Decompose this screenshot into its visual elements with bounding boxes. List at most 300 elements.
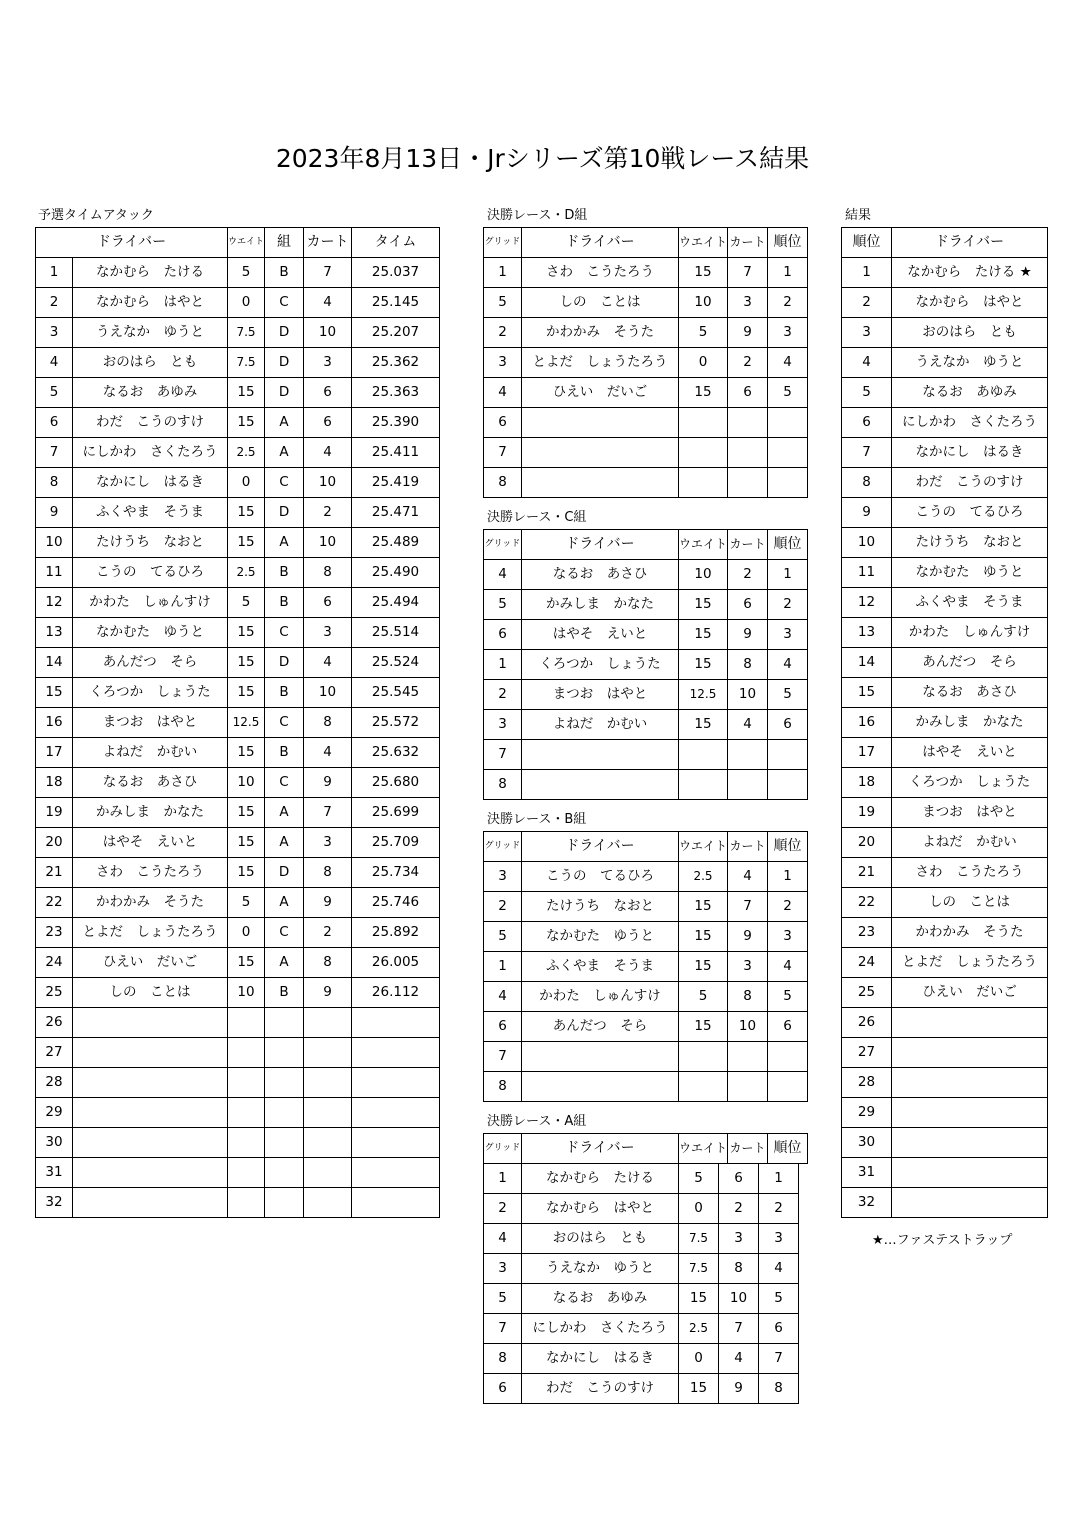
position-cell: 4: [36, 348, 73, 378]
driver-cell: [522, 770, 679, 800]
driver-cell: はやそ えいと: [892, 738, 1048, 768]
table-row: [36, 588, 440, 618]
rank-cell: 8: [842, 468, 892, 498]
table-row: [36, 528, 440, 558]
grid-cell: 8: [484, 1072, 522, 1102]
position-cell: 28: [36, 1068, 73, 1098]
grid-cell: 3: [484, 862, 522, 892]
kart-cell: [304, 1188, 352, 1218]
rank-cell: 29: [842, 1098, 892, 1128]
position-cell: 6: [36, 408, 73, 438]
driver-cell: あんだつ そら: [73, 648, 228, 678]
time-cell: [352, 1038, 440, 1068]
kart-cell: 9: [304, 978, 352, 1008]
weight-cell: 15: [228, 618, 265, 648]
group-cell: B: [265, 678, 304, 708]
time-cell: 25.572: [352, 708, 440, 738]
rank-cell: 6: [768, 710, 808, 740]
table-row: [36, 498, 440, 528]
weight-cell: 0: [679, 1194, 719, 1224]
final-d-table: [483, 227, 808, 498]
group-cell: A: [265, 948, 304, 978]
table-row: [484, 560, 808, 590]
table-row: [484, 408, 808, 438]
rank-cell: 5: [842, 378, 892, 408]
rank-cell: 1: [759, 1164, 799, 1194]
final-c-label: 決勝レース・C組: [487, 510, 587, 525]
group-cell: B: [265, 738, 304, 768]
table-row: [36, 768, 440, 798]
driver-cell: しの ことは: [522, 288, 679, 318]
driver-cell: なるお あさひ: [73, 768, 228, 798]
group-cell: C: [265, 468, 304, 498]
driver-cell: かわた しゅんすけ: [73, 588, 228, 618]
group-cell: [265, 1068, 304, 1098]
driver-cell: なかむら はやと: [892, 288, 1048, 318]
header-rank: 順位: [768, 832, 808, 862]
time-cell: 25.746: [352, 888, 440, 918]
driver-cell: かみしま かなた: [892, 708, 1048, 738]
group-cell: [265, 1128, 304, 1158]
driver-cell: [892, 1188, 1048, 1218]
driver-cell: [892, 1158, 1048, 1188]
rank-cell: 4: [768, 348, 808, 378]
time-cell: [352, 1188, 440, 1218]
table-row: [484, 982, 808, 1012]
driver-cell: なるお あさひ: [892, 678, 1048, 708]
rank-cell: [768, 1072, 808, 1102]
rank-cell: 11: [842, 558, 892, 588]
driver-cell: かわかみ そうた: [892, 918, 1048, 948]
rank-cell: 17: [842, 738, 892, 768]
grid-cell: 6: [484, 620, 522, 650]
weight-cell: 15: [679, 922, 728, 952]
kart-cell: 6: [719, 1164, 759, 1194]
final-b-table: [483, 831, 808, 1102]
driver-cell: よねだ かむい: [522, 710, 679, 740]
driver-cell: たけうち なおと: [892, 528, 1048, 558]
kart-cell: 9: [728, 922, 768, 952]
weight-cell: 5: [679, 318, 728, 348]
driver-cell: かわかみ そうた: [73, 888, 228, 918]
rank-cell: 21: [842, 858, 892, 888]
grid-cell: 3: [484, 710, 522, 740]
kart-cell: 7: [719, 1314, 759, 1344]
grid-cell: 5: [484, 922, 522, 952]
header-grid: グリッド: [484, 832, 522, 862]
table-row: [484, 952, 808, 982]
table-header-row: [484, 530, 808, 560]
driver-cell: なるお あさひ: [522, 560, 679, 590]
group-cell: D: [265, 348, 304, 378]
driver-cell: [522, 740, 679, 770]
driver-cell: はやそ えいと: [73, 828, 228, 858]
driver-cell: ひえい だいご: [73, 948, 228, 978]
driver-cell: しの ことは: [892, 888, 1048, 918]
kart-cell: 4: [728, 710, 768, 740]
kart-cell: 2: [304, 498, 352, 528]
weight-cell: 15: [679, 590, 728, 620]
table-row: [484, 1224, 799, 1254]
weight-cell: [228, 1128, 265, 1158]
kart-cell: [304, 1128, 352, 1158]
rank-cell: 30: [842, 1128, 892, 1158]
kart-cell: [728, 740, 768, 770]
table-row: [484, 680, 808, 710]
kart-cell: 4: [304, 438, 352, 468]
driver-cell: まつお はやと: [522, 680, 679, 710]
grid-cell: 6: [484, 1374, 522, 1404]
weight-cell: 2.5: [679, 862, 728, 892]
driver-cell: ふくやま そうま: [73, 498, 228, 528]
time-cell: 26.005: [352, 948, 440, 978]
table-row: [842, 288, 1048, 318]
table-row: [36, 1188, 440, 1218]
time-cell: 25.419: [352, 468, 440, 498]
position-cell: 20: [36, 828, 73, 858]
position-cell: 16: [36, 708, 73, 738]
group-cell: A: [265, 408, 304, 438]
rank-cell: 10: [842, 528, 892, 558]
position-cell: 2: [36, 288, 73, 318]
weight-cell: 5: [228, 588, 265, 618]
kart-cell: 10: [719, 1284, 759, 1314]
table-row: [484, 770, 808, 800]
table-row: [842, 1188, 1048, 1218]
table-row: [842, 528, 1048, 558]
group-cell: D: [265, 858, 304, 888]
header-group: 組: [265, 228, 304, 258]
table-row: [842, 468, 1048, 498]
grid-cell: 2: [484, 892, 522, 922]
grid-cell: 2: [484, 318, 522, 348]
position-cell: 12: [36, 588, 73, 618]
rank-cell: 3: [842, 318, 892, 348]
kart-cell: 8: [719, 1254, 759, 1284]
group-cell: C: [265, 618, 304, 648]
rank-cell: 27: [842, 1038, 892, 1068]
rank-cell: 1: [768, 258, 808, 288]
time-cell: 25.524: [352, 648, 440, 678]
group-cell: C: [265, 918, 304, 948]
time-cell: 25.207: [352, 318, 440, 348]
position-cell: 1: [36, 258, 73, 288]
time-cell: 25.362: [352, 348, 440, 378]
final-d-label: 決勝レース・D組: [487, 208, 588, 223]
table-row: [36, 408, 440, 438]
driver-cell: とよだ しょうたろう: [73, 918, 228, 948]
table-row: [484, 650, 808, 680]
table-row: [842, 618, 1048, 648]
driver-cell: しの ことは: [73, 978, 228, 1008]
rank-cell: 8: [759, 1374, 799, 1404]
rank-cell: 2: [768, 892, 808, 922]
driver-cell: [73, 1158, 228, 1188]
kart-cell: 6: [728, 378, 768, 408]
driver-cell: [522, 1042, 679, 1072]
table-row: [36, 348, 440, 378]
fastest-lap-note: ★…ファステストラップ: [872, 1233, 1013, 1248]
weight-cell: 7.5: [679, 1254, 719, 1284]
position-cell: 23: [36, 918, 73, 948]
weight-cell: 15: [228, 378, 265, 408]
table-row: [36, 1098, 440, 1128]
grid-cell: 2: [484, 680, 522, 710]
rank-cell: 28: [842, 1068, 892, 1098]
weight-cell: 15: [679, 1284, 719, 1314]
grid-cell: 8: [484, 468, 522, 498]
group-cell: D: [265, 318, 304, 348]
kart-cell: 4: [304, 288, 352, 318]
driver-cell: にしかわ さくたろう: [73, 438, 228, 468]
position-cell: 29: [36, 1098, 73, 1128]
header-weight: ウエイト: [679, 832, 728, 862]
driver-cell: さわ こうたろう: [522, 258, 679, 288]
weight-cell: 10: [679, 560, 728, 590]
rank-cell: 2: [842, 288, 892, 318]
header-driver: ドライバー: [522, 1134, 679, 1164]
grid-cell: 1: [484, 650, 522, 680]
position-cell: 31: [36, 1158, 73, 1188]
position-cell: 25: [36, 978, 73, 1008]
table-row: [36, 558, 440, 588]
time-cell: [352, 1128, 440, 1158]
kart-cell: 10: [304, 468, 352, 498]
table-row: [842, 708, 1048, 738]
time-cell: [352, 1098, 440, 1128]
driver-cell: かわた しゅんすけ: [892, 618, 1048, 648]
kart-cell: 7: [304, 258, 352, 288]
kart-cell: 3: [728, 288, 768, 318]
rank-cell: 15: [842, 678, 892, 708]
group-cell: [265, 1098, 304, 1128]
table-row: [36, 678, 440, 708]
table-header-row: [484, 1134, 808, 1164]
table-row: [484, 590, 808, 620]
weight-cell: [228, 1188, 265, 1218]
group-cell: [265, 1008, 304, 1038]
driver-cell: なかむら たける ★: [892, 258, 1048, 288]
rank-cell: 4: [768, 650, 808, 680]
table-row: [484, 438, 808, 468]
header-kart: カート: [304, 228, 352, 258]
table-row: [36, 648, 440, 678]
weight-cell: [679, 740, 728, 770]
weight-cell: [679, 1042, 728, 1072]
kart-cell: [304, 1158, 352, 1188]
table-row: [842, 438, 1048, 468]
header-grid: グリッド: [484, 530, 522, 560]
header-weight: ウエイト: [679, 530, 728, 560]
rank-cell: [768, 770, 808, 800]
rank-cell: 3: [768, 620, 808, 650]
group-cell: [265, 1158, 304, 1188]
weight-cell: 15: [228, 408, 265, 438]
table-header-row: [36, 228, 440, 258]
table-row: [36, 618, 440, 648]
rank-cell: 6: [768, 1012, 808, 1042]
kart-cell: 4: [719, 1344, 759, 1374]
table-row: [36, 318, 440, 348]
kart-cell: 9: [728, 620, 768, 650]
kart-cell: [304, 1068, 352, 1098]
grid-cell: 7: [484, 1042, 522, 1072]
final-b-label: 決勝レース・B組: [487, 812, 587, 827]
time-cell: [352, 1068, 440, 1098]
position-cell: 13: [36, 618, 73, 648]
rank-cell: 4: [759, 1254, 799, 1284]
kart-cell: [728, 438, 768, 468]
table-row: [484, 1164, 799, 1194]
header-weight: ウエイト: [679, 1134, 728, 1164]
kart-cell: [728, 468, 768, 498]
time-cell: 25.145: [352, 288, 440, 318]
table-row: [484, 378, 808, 408]
grid-cell: 1: [484, 1164, 522, 1194]
table-row: [484, 1194, 799, 1224]
driver-cell: くろつか しょうた: [892, 768, 1048, 798]
driver-cell: [892, 1128, 1048, 1158]
driver-cell: [73, 1008, 228, 1038]
grid-cell: 4: [484, 560, 522, 590]
weight-cell: 2.5: [228, 558, 265, 588]
position-cell: 9: [36, 498, 73, 528]
driver-cell: [522, 468, 679, 498]
header-rank: 順位: [768, 1134, 808, 1164]
kart-cell: 3: [304, 618, 352, 648]
header-grid: グリッド: [484, 228, 522, 258]
grid-cell: 7: [484, 1314, 522, 1344]
table-row: [484, 1012, 808, 1042]
driver-cell: たけうち なおと: [73, 528, 228, 558]
driver-cell: ひえい だいご: [892, 978, 1048, 1008]
weight-cell: 10: [228, 768, 265, 798]
table-row: [36, 978, 440, 1008]
header-time: タイム: [352, 228, 440, 258]
rank-cell: 1: [842, 258, 892, 288]
rank-cell: 9: [842, 498, 892, 528]
group-cell: A: [265, 828, 304, 858]
results-label: 結果: [845, 208, 872, 223]
kart-cell: 9: [728, 318, 768, 348]
kart-cell: 10: [728, 680, 768, 710]
table-row: [842, 678, 1048, 708]
header-rank: 順位: [768, 530, 808, 560]
weight-cell: 2.5: [679, 1314, 719, 1344]
kart-cell: 6: [304, 378, 352, 408]
header-driver: ドライバー: [36, 228, 228, 258]
rank-cell: 16: [842, 708, 892, 738]
header-driver: ドライバー: [892, 228, 1048, 258]
time-cell: 25.471: [352, 498, 440, 528]
table-row: [484, 892, 808, 922]
driver-cell: [892, 1008, 1048, 1038]
driver-cell: [73, 1128, 228, 1158]
weight-cell: 15: [679, 650, 728, 680]
rank-cell: 1: [768, 862, 808, 892]
weight-cell: 15: [679, 710, 728, 740]
time-cell: 25.514: [352, 618, 440, 648]
kart-cell: [304, 1008, 352, 1038]
weight-cell: 5: [679, 982, 728, 1012]
kart-cell: 7: [304, 798, 352, 828]
page-title: 2023年8月13日・Jrシリーズ第10戦レース結果: [275, 144, 810, 173]
kart-cell: 8: [304, 558, 352, 588]
kart-cell: 3: [728, 952, 768, 982]
group-cell: B: [265, 978, 304, 1008]
kart-cell: 8: [728, 982, 768, 1012]
kart-cell: 6: [728, 590, 768, 620]
driver-cell: なるお あゆみ: [892, 378, 1048, 408]
rank-cell: 32: [842, 1188, 892, 1218]
grid-cell: 7: [484, 438, 522, 468]
header-kart: カート: [728, 832, 768, 862]
position-cell: 21: [36, 858, 73, 888]
weight-cell: 15: [679, 1374, 719, 1404]
driver-cell: まつお はやと: [73, 708, 228, 738]
table-row: [36, 1038, 440, 1068]
kart-cell: 7: [728, 892, 768, 922]
table-row: [484, 862, 808, 892]
weight-cell: 10: [679, 288, 728, 318]
final-a-body: [483, 1163, 803, 1396]
table-row: [36, 918, 440, 948]
driver-cell: [73, 1068, 228, 1098]
driver-cell: さわ こうたろう: [73, 858, 228, 888]
weight-cell: 12.5: [679, 680, 728, 710]
driver-cell: かみしま かなた: [522, 590, 679, 620]
driver-cell: なかにし はるき: [522, 1344, 679, 1374]
header-weight: ウエイト: [679, 228, 728, 258]
rank-cell: 4: [842, 348, 892, 378]
rank-cell: 25: [842, 978, 892, 1008]
table-row: [484, 740, 808, 770]
driver-cell: なかむら たける: [522, 1164, 679, 1194]
header-kart: カート: [728, 228, 768, 258]
position-cell: 8: [36, 468, 73, 498]
kart-cell: 8: [304, 708, 352, 738]
driver-cell: くろつか しょうた: [73, 678, 228, 708]
kart-cell: 10: [304, 678, 352, 708]
time-cell: 25.363: [352, 378, 440, 408]
driver-cell: ふくやま そうま: [522, 952, 679, 982]
rank-cell: 7: [759, 1344, 799, 1374]
position-cell: 11: [36, 558, 73, 588]
table-row: [842, 258, 1048, 288]
table-row: [842, 588, 1048, 618]
final-a-table: [483, 1163, 799, 1404]
driver-cell: [73, 1188, 228, 1218]
weight-cell: 12.5: [228, 708, 265, 738]
kart-cell: 4: [304, 648, 352, 678]
rank-cell: [768, 408, 808, 438]
qualifying-label: 予選タイムアタック: [38, 208, 154, 223]
table-row: [36, 738, 440, 768]
table-row: [842, 558, 1048, 588]
kart-cell: [728, 770, 768, 800]
rank-cell: 3: [759, 1224, 799, 1254]
kart-cell: 4: [304, 738, 352, 768]
grid-cell: 4: [484, 1224, 522, 1254]
grid-cell: 1: [484, 952, 522, 982]
table-row: [484, 1314, 799, 1344]
kart-cell: 10: [728, 1012, 768, 1042]
header-driver: ドライバー: [522, 832, 679, 862]
position-cell: 19: [36, 798, 73, 828]
table-row: [842, 978, 1048, 1008]
position-cell: 15: [36, 678, 73, 708]
table-row: [842, 1128, 1048, 1158]
